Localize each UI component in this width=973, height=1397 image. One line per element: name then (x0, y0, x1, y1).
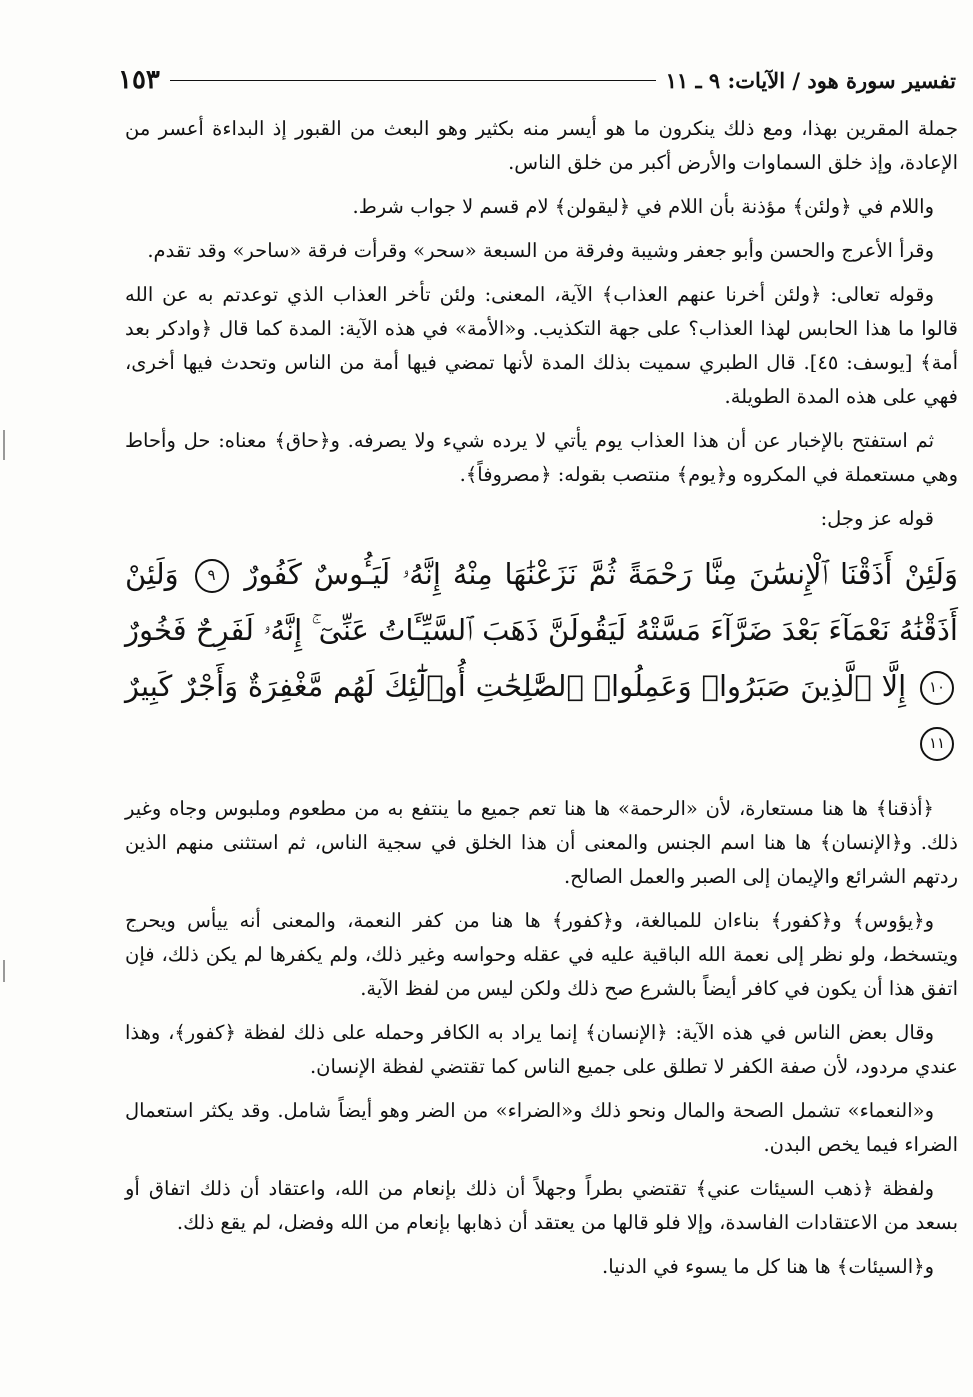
page-body (125, 112, 958, 1294)
page-number: ١٥٣ (118, 65, 160, 95)
scan-margin-mark (3, 430, 5, 460)
header-rule (170, 80, 656, 81)
paragraph-8: وقال بعض الناس في هذه الآية: ﴿الإنسان﴾ إنما يراد به الكافر وحمله على ذلك لفظة ﴿كفور﴾، وهذا عندي مردود، لأن صفة الكفر لا تطلق على جميع الناس كما تقتضي لفظة الإنسان. (125, 1021, 958, 1078)
paragraph-4: وقوله تعالى: ﴿ولئن أخرنا عنهم العذاب﴾ الآية، المعنى: ولئن تأخر العذاب الذي توعدتم به عن الله قالوا ما هذا الحابس لهذا العذاب؟ على جهة التكذيب. و«الأمة» في هذه الآية: المدة كما قال ﴿وادكر بعد أمة﴾ [يوسف: ٤٥]. قال الطبري سميت بذلك المدة لأنها تمضي فيها أمة من الناس وتحدث فيها أخرى، فهي على هذه المدة الطويلة. (125, 283, 958, 408)
verse-number-marker: ١١ (920, 727, 954, 761)
paragraph-5: ثم استفتح بالإخبار عن أن هذا العذاب يوم يأتي لا يرده شيء ولا يصرفه. و﴿حاق﴾ معناه: حل وأحاط وهي مستعملة في المكروه و﴿يوم﴾ منتصب بقوله: ﴿مصروفاً﴾. (125, 429, 958, 486)
paragraph-3: وقرأ الأعرج والحسن وأبو جعفر وشيبة وفرقة من السبعة «سحر» وقرأت فرقة «ساحر» وقد تقدم. (147, 239, 934, 262)
quran-verse (125, 546, 958, 770)
verse-part-3: إِلَّا ٱلَّذِينَ صَبَرُوا۟ وَعَمِلُوا۟ ٱلصَّٰلِحَٰتِ أُو۟لَٰٓئِكَ لَهُم مَّغْفِرَةٌ وَأَجْرٌ كَبِيرٌ (125, 669, 907, 703)
paragraph-10: ولفظة ﴿ذهب السيئات عني﴾ تقتضي بطراً وجهلاً أن ذلك بإنعام من الله، واعتقاد أن ذلك اتفاق أو بسعد من الاعتقادات الفاسدة، وإلا فلو قالها من يعتقد أن ذهابها بإنعام من الله وفضل، لم يقع ذلك. (125, 1177, 958, 1234)
verse-part-1: وَلَئِنْ أَذَقْنَا ٱلْإِنسَٰنَ مِنَّا رَحْمَةً ثُمَّ نَزَعْنَٰهَا مِنْهُ إِنَّهُۥ لَيَـُٔوسٌ كَفُورٌ (244, 557, 958, 591)
paragraph-11: و﴿السيئات﴾ ها هنا كل ما يسوء في الدنيا. (602, 1255, 934, 1278)
verse-intro: قوله عز وجل: (820, 507, 934, 530)
verse-number-marker: ١٠ (920, 671, 954, 705)
verse-part-2: وَلَئِنْ أَذَقْنَٰهُ نَعْمَآءَ بَعْدَ ضَرَّآءَ مَسَّتْهُ لَيَقُولَنَّ ذَهَبَ ٱلسَّيِّـَٔاتُ عَنِّىٓ ۚ إِنَّهُۥ لَفَرِحٌ فَخُورٌ (125, 557, 958, 647)
paragraph-7: و﴿يؤوس﴾ و﴿كفور﴾ بناءان للمبالغة، و﴿كفور﴾ ها هنا من كفر النعمة، والمعنى أنه ييأس ويحرج ويتسخط، ولو نظر إلى نعمة الله الباقية عليه في عقله وحواسه وغير ذلك، ولم يكفرها لم يكن ذلك، فإن اتفق هذا أن يكون في كافر أيضاً بالشرع صح ذلك ولكن ليس من لفظ الآية. (125, 909, 958, 1000)
running-title: تفسير سورة هود / الآيات: ٩ ـ ١١ (665, 67, 956, 93)
paragraph-9: و«النعماء» تشمل الصحة والمال ونحو ذلك و«الضراء» من الضر وهو أيضاً شامل. وقد يكثر استعمال الضراء فيما يخص البدن. (125, 1099, 958, 1156)
page-header (118, 62, 956, 98)
scan-margin-mark (3, 960, 5, 982)
verse-number-marker: ٩ (195, 559, 229, 593)
paragraph-6: ﴿أذقنا﴾ ها هنا مستعارة، لأن «الرحمة» ها هنا تعم جميع ما ينتفع به من مطعوم وملبوس وجاه وغير ذلك. و﴿الإنسان﴾ ها هنا اسم الجنس والمعنى أن هذا الخلق في سجية الناس، ثم استثنى منهم الذين ردتهم الشرائع والإيمان إلى الصبر والعمل الصالح. (125, 797, 958, 888)
paragraph-1: جملة المقرين بهذا، ومع ذلك ينكرون ما هو أيسر منه بكثير وهو البعث من القبور إذ البداءة أعسر من الإعادة، وإذ خلق السماوات والأرض أكبر من خلق الناس. (125, 117, 958, 174)
paragraph-2: واللام في ﴿ولئن﴾ مؤذنة بأن اللام في ﴿ليقولن﴾ لام قسم لا جواب شرط. (352, 195, 934, 218)
